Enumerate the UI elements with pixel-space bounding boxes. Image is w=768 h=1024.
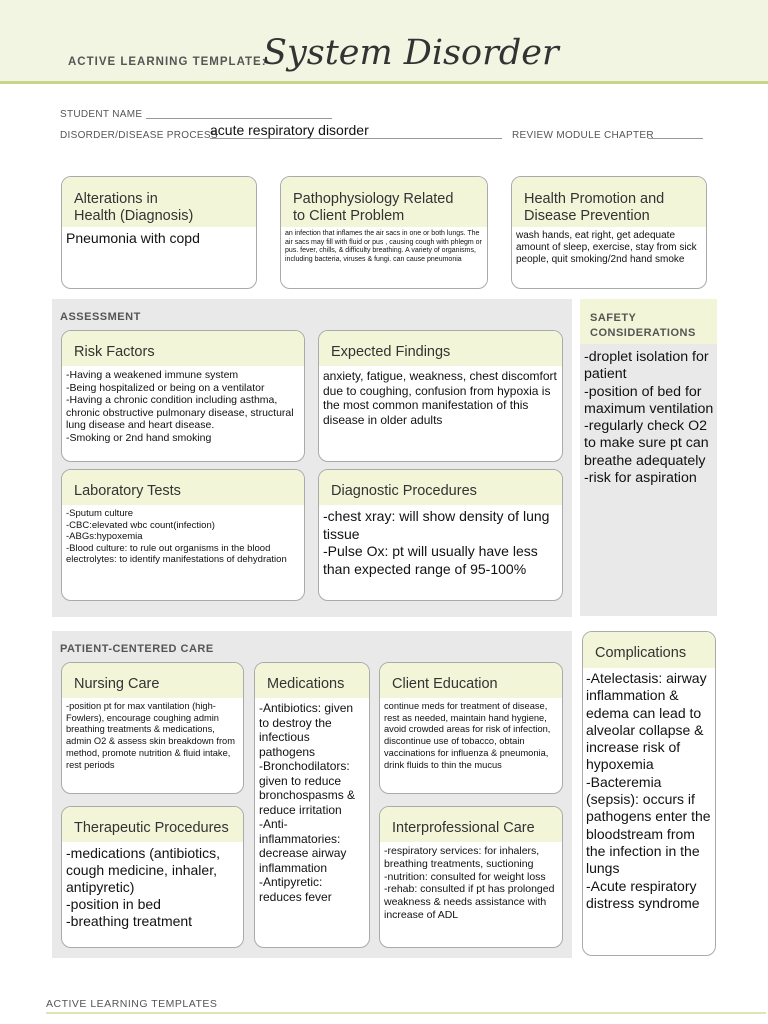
review-module-label: REVIEW MODULE CHAPTER: [512, 130, 654, 141]
expected-findings-card[interactable]: [318, 330, 563, 462]
health-promotion-body: wash hands, eat right, get adequate amount of sleep, exercise, stay from sick people, quit smoking/2nd hand smoke: [516, 230, 697, 265]
diagnostic-procedures-body: -chest xray: will show density of lung tissue -Pulse Ox: pt will usually have less than expected range of 95-100%: [323, 508, 550, 577]
pathophysiology-card[interactable]: [280, 176, 488, 289]
interprofessional-care-body: -respiratory services: for inhalers, breathing treatments, suctioning -nutrition: consulted for weight loss -rehab: consulted if pt has prolonged weakness & needs assistance with increase of ADL: [384, 845, 555, 921]
client-education-card[interactable]: [379, 662, 563, 794]
therapeutic-procedures-card[interactable]: [61, 806, 244, 948]
complications-title: Complications: [583, 632, 715, 668]
alterations-card[interactable]: [61, 176, 257, 289]
risk-factors-body: -Having a weakened immune system -Being hospitalized or being on a ventilator -Having a chronic condition including asthma, chronic obstructive pulmonary disease, structural lung disease and heart disease. -Smoking or 2nd hand smoking: [66, 369, 294, 444]
complications-card[interactable]: [582, 631, 716, 956]
therapeutic-procedures-body: -medications (antibiotics, cough medicine, inhaler, antipyretic) -position in bed -breathing treatment: [66, 845, 221, 929]
diagnostic-procedures-title: Diagnostic Procedures: [319, 470, 562, 505]
therapeutic-procedures-title: Therapeutic Procedures: [62, 807, 243, 842]
expected-findings-title: Expected Findings: [319, 331, 562, 366]
safety-label: SAFETY CONSIDERATIONS: [590, 312, 696, 339]
patient-care-label: PATIENT-CENTERED CARE: [60, 643, 214, 655]
pathophysiology-title: Pathophysiology Related to Client Problem: [281, 177, 487, 227]
nursing-care-title: Nursing Care: [62, 663, 243, 698]
template-label: ACTIVE LEARNING TEMPLATE:: [68, 56, 267, 68]
diagnostic-procedures-card[interactable]: [318, 469, 563, 601]
student-name-label: STUDENT NAME: [60, 109, 143, 120]
laboratory-tests-title: Laboratory Tests: [62, 470, 304, 505]
complications-body: -Atelectasis: airway inflammation & edema can lead to alveolar collapse & increase risk of hypoxemia -Bacteremia (sepsis): occurs if pathogens enter the bloodstream from the infection in the lungs -Acute respiratory distress syndrome: [586, 670, 711, 911]
health-promotion-card[interactable]: [511, 176, 707, 289]
nursing-care-card[interactable]: [61, 662, 244, 794]
page-title: System Disorder: [263, 33, 559, 73]
footer-text: ACTIVE LEARNING TEMPLATES: [46, 998, 218, 1010]
disorder-field[interactable]: acute respiratory disorder: [210, 122, 502, 139]
health-promotion-title: Health Promotion and Disease Prevention: [512, 177, 706, 227]
pathophysiology-body: an infection that inflames the air sacs in one or both lungs. The air sacs may fill with fluid or pus , causing cough with phlegm or pus. fever, chills, & difficulty breathing. A variety of organisms, including bacteria, viruses & fungi. can cause pneumonia: [285, 230, 482, 263]
safety-body: -droplet isolation for patient -position of bed for maximum ventilation -regularly check O2 to make sure pt can breathe adequately -risk for aspiration: [584, 349, 714, 487]
nursing-care-body: -position pt for max vantilation (high-Fowlers), encourage coughing admin breathing treatments & medications, admin O2 & assess skin breakdown from method, promote nutrition & fluid intake, rest periods: [66, 701, 235, 770]
risk-factors-card[interactable]: [61, 330, 305, 462]
assessment-label: ASSESSMENT: [60, 311, 141, 323]
alterations-body: Pneumonia with copd: [66, 230, 200, 246]
medications-card[interactable]: [254, 662, 370, 948]
laboratory-tests-body: -Sputum culture -CBC:elevated wbc count(infection) -ABGs:hypoxemia -Blood culture: to rule out organisms in the blood electrolytes: to identify manifestations of dehydration: [66, 508, 287, 565]
disorder-label: DISORDER/DISEASE PROCESS: [60, 130, 218, 141]
risk-factors-title: Risk Factors: [62, 331, 304, 366]
medications-body: -Antibiotics: given to destroy the infectious pathogens -Bronchodilators: given to reduce bronchospasms & reduce irritation -Anti-inflammatories: decrease airway inflammation -Antipyretic: reduces fever: [259, 701, 356, 904]
expected-findings-body: anxiety, fatigue, weakness, chest discomfort due to coughing, confusion from hypoxia is the most common manifestation of this disease in older adults: [323, 369, 557, 427]
alterations-title: Alterations in Health (Diagnosis): [62, 177, 256, 227]
medications-title: Medications: [255, 663, 369, 698]
client-education-title: Client Education: [380, 663, 562, 698]
laboratory-tests-card[interactable]: [61, 469, 305, 601]
client-education-body: continue meds for treatment of disease, rest as needed, maintain hand hygiene, avoid crowded areas for risk of infection, discontinue use of tobacco, obtain vaccinations for influenza & pneumonia, drink fluids to thin the mucus: [384, 701, 551, 770]
interprofessional-care-title: Interprofessional Care: [380, 807, 562, 842]
footer-divider: [46, 1012, 766, 1014]
student-name-field[interactable]: [146, 104, 332, 119]
review-module-field[interactable]: [648, 126, 703, 139]
interprofessional-care-card[interactable]: [379, 806, 563, 948]
